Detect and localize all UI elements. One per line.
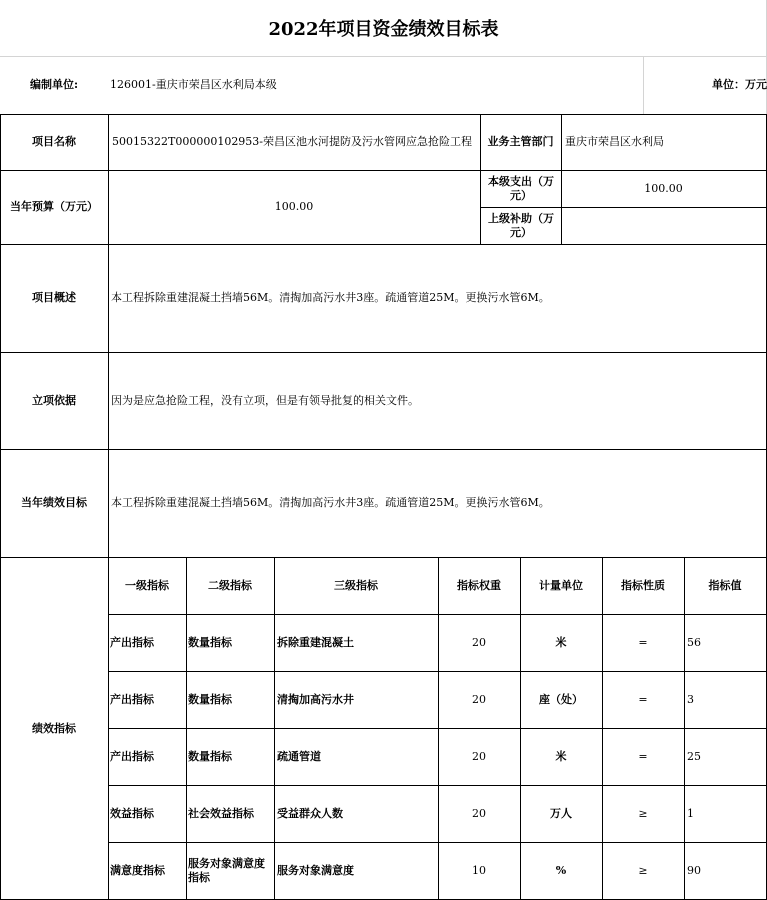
overview-value: 本工程拆除重建混凝土挡墙56M。清掏加高污水井3座。疏通管道25M。更换污水管6M。 [111,291,550,304]
header-unit: 计量单位 [539,578,583,592]
budget-value: 100.00 [274,200,314,213]
row3-level3: 疏通管道 [277,749,321,763]
row2-level3: 清掏加高污水井 [277,692,354,706]
row1-level1: 产出指标 [110,635,154,649]
row5-value: 90 [687,863,701,877]
own-expense-label: 本级支出（万元） [488,174,554,202]
row3-value: 25 [687,749,701,763]
upper-subsidy-label: 上级补助（万元） [488,211,554,239]
row5-weight: 10 [472,863,486,877]
row5-level3: 服务对象满意度 [277,863,354,877]
row1-nature: = [638,635,648,649]
own-expense-value: 100.00 [644,181,683,195]
row4-level3: 受益群众人数 [277,806,343,820]
row5-level2: 服务对象满意度指标 [188,856,265,884]
row3-nature: = [638,749,648,763]
row2-weight: 20 [472,692,486,706]
header-level2: 二级指标 [208,578,252,592]
unit-label: 编制单位: [29,78,79,91]
header-level3: 三级指标 [334,578,378,592]
row2-level2: 数量指标 [188,692,232,706]
row1-weight: 20 [472,635,486,649]
header-weight: 指标权重 [457,578,501,592]
row4-unit: 万人 [550,806,572,820]
row4-weight: 20 [472,806,486,820]
project-name-value: 50015322T000000102953-荣昌区池水河提防及污水管网应急抢险工程 [112,135,473,148]
row2-level1: 产出指标 [110,692,154,706]
project-name-label: 项目名称 [32,135,76,148]
row1-level2: 数量指标 [188,635,232,649]
goal-label: 当年绩效目标 [21,496,87,509]
row5-nature: ≥ [638,863,648,877]
header-value: 指标值 [708,578,742,592]
upper-subsidy-value [561,207,766,244]
row5-unit: % [555,863,567,877]
row4-value: 1 [687,806,694,820]
row1-unit: 米 [555,635,567,649]
dept-label: 业务主管部门 [487,135,554,148]
goal-value: 本工程拆除重建混凝土挡墙56M。清掏加高污水井3座。疏通管道25M。更换污水管6M。 [111,496,550,509]
indicators-label: 绩效指标 [32,721,76,735]
row3-weight: 20 [472,749,486,763]
row1-level3: 拆除重建混凝土 [277,635,354,649]
row2-unit: 座（处） [539,692,583,706]
row5-level1: 满意度指标 [110,863,165,877]
row4-nature: ≥ [638,806,648,820]
row3-level1: 产出指标 [110,749,154,763]
basis-label: 立项依据 [32,393,76,407]
page-title: 2022年项目资金绩效目标表 [268,19,499,40]
row4-level1: 效益指标 [110,806,154,820]
row3-unit: 米 [555,749,567,763]
row1-value: 56 [687,635,701,649]
currency-label: 单位：万元 [712,78,767,91]
dept-value: 重庆市荣昌区水利局 [565,135,664,148]
overview-label: 项目概述 [32,291,76,304]
budget-label: 当年预算（万元） [10,200,98,213]
row3-level2: 数量指标 [188,749,232,763]
basis-value: 因为是应急抢险工程，没有立项，但是有领导批复的相关文件。 [111,393,419,407]
row2-nature: = [638,692,648,706]
header-level1: 一级指标 [125,578,169,592]
header-nature: 指标性质 [621,578,665,592]
unit-value: 126001-重庆市荣昌区水利局本级 [110,78,277,91]
row2-value: 3 [687,692,694,706]
row4-level2: 社会效益指标 [188,806,254,820]
